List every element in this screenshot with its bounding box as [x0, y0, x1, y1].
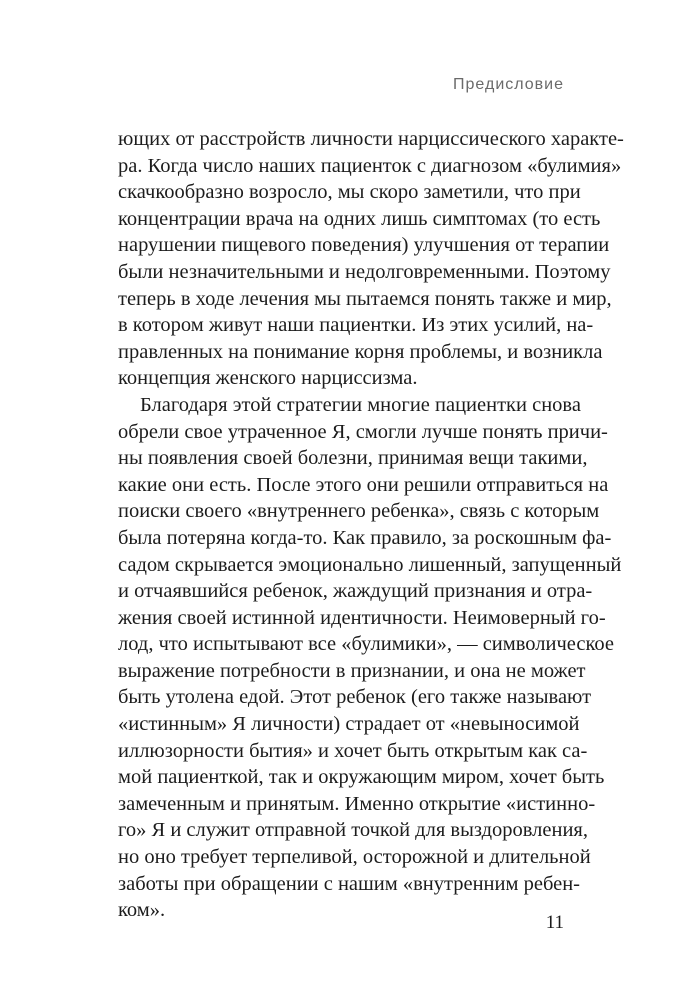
text-line: заботы при обращении с нашим «внутренним ребен- [118, 872, 581, 895]
text-line: скачкообразно возросло, мы скоро заметили, что при [118, 181, 581, 204]
text-line: были незначительными и недолговременными. Поэтому [118, 260, 611, 283]
paragraph-1 [118, 126, 624, 392]
text-line: правленных на понимание корня проблемы, и возникла [118, 340, 603, 363]
text-line: в котором живут наши пациентки. Из этих усилий, на- [118, 314, 594, 337]
text-line: поиски своего «внутреннего ребенка», связь с которым [118, 500, 600, 523]
text-line: ющих от расстройств личности нарциссического характе- [118, 128, 624, 150]
page-number: 11 [545, 912, 564, 933]
text-line: замеченным и принятым. Именно открытие «истинно- [118, 792, 596, 815]
text-line: и отчаявшийся ребенок, жаждущий признания и отра- [118, 580, 593, 603]
text-line: концентрации врача на одних лишь симптомах (то есть [118, 207, 601, 230]
text-line: нарушении пищевого поведения) улучшения от терапии [118, 234, 610, 257]
text-line: какие они есть. После этого они решили отправиться на [118, 473, 609, 496]
text-line: лод, что испытывают все «булимики», — символическое [118, 633, 615, 656]
text-line: была потеряна когда-то. Как правило, за роскошным фа- [118, 526, 612, 549]
text-line: быть утолена едой. Этот ребенок (его также называют [118, 686, 592, 709]
text-line: го» Я и служит отправной точкой для выздоровления, [118, 819, 588, 842]
body-text [118, 126, 624, 924]
text-line: мой пациенткой, так и окружающим миром, хочет быть [118, 766, 605, 789]
text-line: ны появления своей болезни, принимая вещи такими, [118, 447, 588, 470]
text-line: но оно требует терпеливой, осторожной и длительной [118, 846, 591, 869]
text-line: Благодаря этой стратегии многие пациентки снова [140, 393, 581, 416]
text-line: ра. Когда число наших пациенток с диагнозом «булимия» [118, 154, 622, 177]
text-line: теперь в ходе лечения мы пытаемся понять также и мир, [118, 287, 612, 310]
text-line: выражение потребности в признании, и она не может [118, 659, 586, 682]
text-line: «истинным» Я личности) страдает от «невыносимой [118, 713, 580, 736]
text-line: концепция женского нарциссизма. [118, 367, 418, 390]
text-line: жения своей истинной идентичности. Неимоверный го- [118, 606, 606, 629]
text-line: садом скрывается эмоционально лишенный, запущенный [118, 553, 622, 576]
paragraph-2 [118, 392, 622, 924]
text-line: обрели свое утраченное Я, смогли лучше понять причи- [118, 420, 608, 443]
text-line: иллюзорности бытия» и хочет быть открытым как са- [118, 739, 588, 762]
running-head: Предисловие [453, 76, 564, 93]
text-line: ком». [118, 899, 166, 922]
